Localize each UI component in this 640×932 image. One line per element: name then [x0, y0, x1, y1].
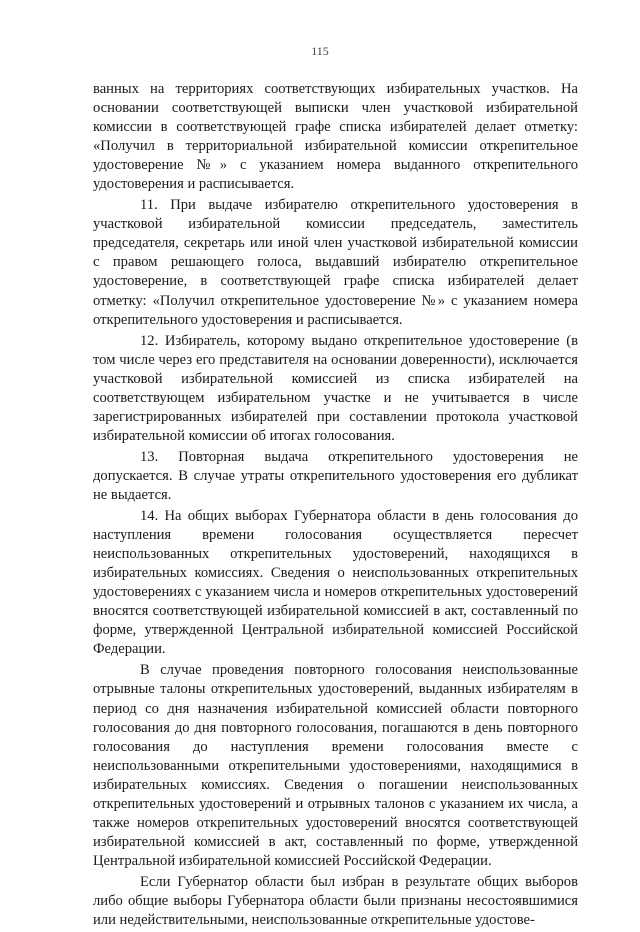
paragraph-governor-elected: Если Губернатор области был избран в результате общих выборов либо общие выборы Губернатора области были признаны несостоявшимися или недействительными, неиспользованные открепительные удостове- — [93, 873, 578, 929]
paragraph-11: 11. При выдаче избирателю открепительного удостоверения в участковой избирательной комиссии председатель, заместитель председателя, секретарь или иной член участковой избирательной комиссии с правом решающего голоса, выдавший избирателю открепительное удостоверение, в соответствующей графе списка избирателей делает отметку: «Получил открепительное удостоверение №» с указанием номера открепительного удостоверения и расписывается. — [93, 197, 578, 328]
paragraph-continuation: ванных на территориях соответствующих избирательных участков. На основании соответствующей выписки член участковой избирательной комиссии в соответствующей графе списка избирателей делает отметку: «Получил в территориальной избирательной комиссии открепительное удостоверение №» с указанием номера выданного открепительного удостоверения и расписывается. — [93, 81, 578, 193]
document-body — [93, 80, 578, 932]
paragraph-12: 12. Избиратель, которому выдано открепительное удостоверение (в том числе через его представителя на основании доверенности), исключается участковой избирательной комиссией из списка избирателей на соответствующем избирательном участке и не учитывается в числе зарегистрированных избирателей при составлении протокола участковой избирательной комиссии об итогах голосования. — [93, 332, 578, 444]
paragraph-13: 13. Повторная выдача открепительного удостоверения не допускается. В случае утраты открепительного удостоверения его дубликат не выдается. — [93, 448, 578, 503]
paragraph-repeat-voting: В случае проведения повторного голосования неиспользованные отрывные талоны открепительных удостоверений, выданных избирателям в период со дня назначения избирательной комиссией области повторного голосования до дня повторного голосования, погашаются в день повторного голосования до наступления времени голосования вместе с неиспользованными открепительными удостоверениями, находящимися в избирательных комиссиях. Сведения о погашении неиспользованных открепительных удостоверений и отрывных талонов с указанием их числа, а также номеров открепительных удостоверений вносятся соответствующей избирательной комиссией в акт, составленный по форме, утвержденной Центральной избирательной комиссией Российской Федерации. — [93, 662, 578, 869]
page-number: 115 — [311, 44, 329, 58]
paragraph-14: 14. На общих выборах Губернатора области в день голосования до наступления времени голосования осуществляется пересчет неиспользованных открепительных удостоверений, находящихся в избирательных комиссиях. Сведения о неиспользованных открепительных удостоверениях с указанием числа и номеров открепительных удостоверений вносятся соответствующей избирательной комиссией в акт, составленный по форме, утвержденной Центральной избирательной комиссией Российской Федерации. — [93, 508, 578, 658]
